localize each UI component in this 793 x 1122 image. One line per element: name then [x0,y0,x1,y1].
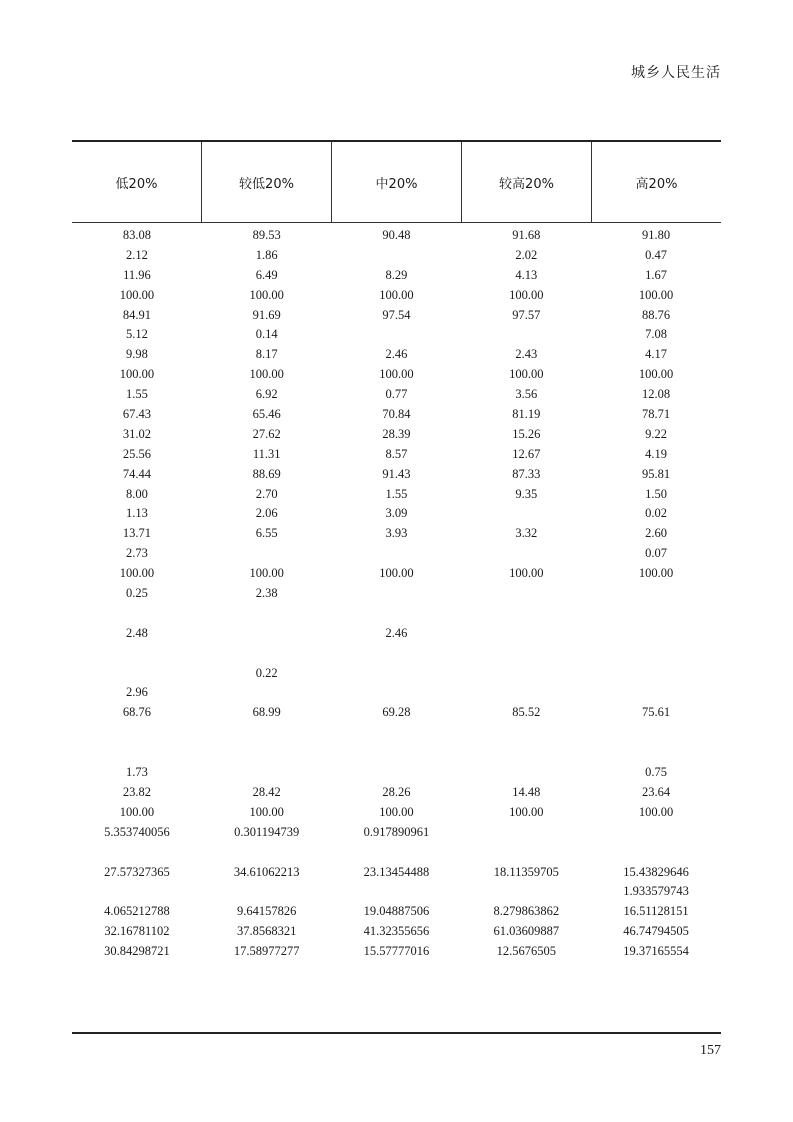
table-cell: 23.82 [122,784,151,799]
column-header-low: 低20% [115,176,158,192]
table-cell: 100.00 [119,287,155,302]
table-row [72,843,721,863]
table-cell: 91.80 [642,228,671,242]
table-cell [332,246,462,266]
table-cell [461,843,591,863]
table-cell: 100.00 [509,367,544,382]
table-row [72,445,721,465]
table-cell [461,823,591,843]
table-cell [332,604,462,624]
table-cell: 97.57 [512,307,541,322]
table-row [72,246,721,266]
table-cell [591,683,721,703]
table-row [72,365,721,385]
table-row [72,723,721,743]
table-cell: 1.73 [125,765,148,780]
table-cell: 3.56 [515,387,538,402]
table-cell: 9.64157826 [237,904,297,919]
table-row [72,664,721,684]
table-cell: 100.00 [249,367,284,382]
table-cell [332,743,462,763]
table-cell: 81.19 [512,407,541,422]
table-row [72,524,721,544]
table-cell: 30.84298721 [104,944,170,959]
table-cell: 91.69 [252,307,281,322]
table-cell: 8.57 [385,446,408,461]
table-cell: 19.04887506 [363,904,430,919]
table-row [72,286,721,306]
table-cell: 15.43829646 [623,864,689,879]
table-cell: 9.22 [645,426,668,441]
table-cell [591,723,721,743]
table-cell: 1.13 [125,506,148,521]
table-cell: 2.60 [645,526,668,541]
table-row [72,584,721,604]
table-cell: 0.14 [255,327,278,342]
table-row [72,226,721,246]
table-cell: 68.76 [122,705,151,720]
table-cell [202,763,332,783]
table-cell: 27.62 [252,426,281,441]
table-cell: 65.46 [252,407,281,422]
table-cell: 2.38 [255,586,278,601]
table-cell: 0.301194739 [234,824,300,839]
table-cell: 87.33 [512,466,541,481]
table-cell [461,683,591,703]
table-cell: 0.917890961 [363,824,430,839]
table-cell [72,723,202,743]
table-cell: 0.75 [645,765,668,780]
table-cell [202,743,332,763]
table-cell [591,624,721,644]
table-row [72,564,721,584]
table-row [72,922,721,942]
table-cell [332,325,462,345]
table-cell [591,584,721,604]
table-cell: 100.00 [249,804,284,819]
table-cell: 6.92 [255,387,278,402]
table-cell [461,664,591,684]
table-cell: 100.00 [119,566,155,581]
table-cell: 8.279863862 [493,904,560,919]
table-cell: 41.32355656 [363,924,430,939]
table-cell: 16.51128151 [623,904,689,919]
table-cell: 74.44 [122,466,151,481]
table-row [72,644,721,664]
table-cell: 97.54 [382,307,411,322]
table-cell [332,882,462,902]
table-row [72,485,721,505]
table-cell [202,843,332,863]
table-row [72,863,721,883]
table-cell: 4.17 [645,347,668,362]
table-cell: 100.00 [638,367,674,382]
table-body [72,223,721,962]
table-cell: 85.52 [512,705,541,720]
table-row [72,902,721,922]
table-cell [461,743,591,763]
table-cell [202,644,332,664]
table-cell: 1.933579743 [623,884,689,899]
table-cell: 100.00 [638,804,674,819]
page-number: 157 [700,1043,721,1058]
table-cell [461,723,591,743]
table-cell: 100.00 [119,367,155,382]
table-cell [202,683,332,703]
table-cell: 28.42 [252,784,281,799]
table-cell [591,604,721,624]
table-cell [461,504,591,524]
table-cell [591,743,721,763]
table-header-row [72,142,721,223]
table-cell: 83.08 [122,228,151,242]
table-cell: 2.02 [515,247,538,262]
table-cell: 2.43 [515,347,538,362]
table-cell [461,325,591,345]
table-cell [461,624,591,644]
table-cell: 2.12 [125,247,148,262]
table-cell: 11.31 [252,446,281,461]
table-row [72,624,721,644]
table-cell: 2.73 [125,546,148,561]
table-row [72,425,721,445]
table-cell: 28.39 [382,426,411,441]
table-row [72,306,721,326]
table-cell: 46.74794505 [623,924,689,939]
table-cell: 15.26 [512,426,541,441]
table-cell: 100.00 [379,804,414,819]
table-row [72,604,721,624]
table-cell: 4.13 [515,267,538,282]
table-cell: 69.28 [382,705,411,720]
table-cell: 0.25 [125,586,148,601]
table-cell: 88.76 [642,307,671,322]
table-cell: 5.353740056 [104,824,170,839]
table-cell: 1.50 [645,486,668,501]
table-row [72,544,721,564]
table-row [72,385,721,405]
table-cell: 75.61 [642,705,671,720]
table-cell [332,664,462,684]
table-cell [591,823,721,843]
table-cell: 1.55 [125,387,148,402]
table-cell: 2.46 [385,347,408,362]
table-cell: 12.67 [512,446,541,461]
table-cell: 6.49 [255,267,278,282]
table-cell: 28.26 [382,784,411,799]
table-cell: 9.98 [125,347,148,362]
table-cell: 3.93 [385,526,408,541]
table-cell: 1.67 [645,267,668,282]
table-cell: 5.12 [125,327,148,342]
table-cell: 27.57327365 [104,864,170,879]
table-cell: 4.065212788 [104,904,170,919]
table-cell: 100.00 [509,566,544,581]
table-cell: 0.07 [645,546,668,561]
table-row [72,504,721,524]
table-cell: 100.00 [249,287,284,302]
table-cell: 67.43 [122,407,151,422]
table-cell: 6.55 [255,526,278,541]
table-cell [72,882,202,902]
table-cell: 11.96 [123,267,151,282]
data-table [72,140,721,962]
table-cell: 100.00 [379,287,414,302]
table-cell [591,644,721,664]
table-cell: 3.32 [515,526,538,541]
table-cell [461,544,591,564]
table-cell: 84.91 [122,307,151,322]
table-cell: 2.06 [255,506,278,521]
page-bottom-rule [72,1032,721,1034]
table-cell: 100.00 [249,566,284,581]
table-cell: 0.47 [645,247,668,262]
table-cell: 0.22 [255,665,278,680]
table-cell: 90.48 [382,228,411,242]
table-row [72,882,721,902]
table-cell: 3.09 [385,506,408,521]
table-cell: 100.00 [638,566,674,581]
table-cell: 8.00 [125,486,148,501]
table-cell: 25.56 [122,446,151,461]
table-cell: 4.19 [645,446,668,461]
table-cell: 89.53 [252,228,281,242]
table-row [72,763,721,783]
table-cell: 100.00 [379,566,414,581]
table-cell [72,743,202,763]
table-cell [332,723,462,743]
table-row [72,803,721,823]
table-cell: 95.81 [642,466,671,481]
table-cell [202,624,332,644]
table-cell: 23.13454488 [363,864,430,879]
column-header-lower-middle: 较低20% [201,142,331,222]
table-cell [72,843,202,863]
table-cell: 14.48 [512,784,541,799]
table-cell [202,544,332,564]
table-row [72,325,721,345]
table-cell: 1.86 [255,247,278,262]
table-cell: 19.37165554 [623,944,689,959]
table-cell: 15.57777016 [363,944,430,959]
column-header-middle: 中20% [331,142,461,222]
running-header: 城乡人民生活 [631,65,721,81]
table-cell: 13.71 [122,526,151,541]
table-cell [72,644,202,664]
table-row [72,823,721,843]
table-cell: 18.11359705 [493,864,559,879]
table-cell [461,644,591,664]
table-row [72,703,721,723]
table-cell [332,683,462,703]
table-cell [202,723,332,743]
table-cell: 100.00 [509,804,544,819]
table-cell [461,882,591,902]
column-header-high: 高20% [591,142,721,222]
table-cell [461,763,591,783]
table-cell [461,604,591,624]
table-cell: 12.5676505 [496,944,556,959]
table-cell [332,584,462,604]
table-cell [72,604,202,624]
table-row [72,465,721,485]
table-cell [332,843,462,863]
table-cell [591,664,721,684]
table-cell: 37.8568321 [237,924,297,939]
table-cell: 0.02 [645,506,668,521]
table-cell: 2.48 [125,625,148,640]
table-cell: 2.96 [125,685,148,700]
table-cell: 32.16781102 [104,924,170,939]
table-cell: 100.00 [638,287,674,302]
table-cell: 1.55 [385,486,408,501]
table-cell: 0.77 [385,387,408,402]
table-cell [332,544,462,564]
table-row [72,743,721,763]
table-cell [202,604,332,624]
table-cell: 2.46 [385,625,408,640]
table-cell: 61.03609887 [493,924,560,939]
table-cell: 31.02 [122,426,151,441]
table-cell: 9.35 [515,486,538,501]
table-cell: 7.08 [645,327,668,342]
table-row [72,405,721,425]
table-cell: 68.99 [252,705,281,720]
table-row [72,783,721,803]
table-cell: 12.08 [642,387,671,402]
table-cell: 91.68 [512,228,541,242]
table-cell [332,763,462,783]
table-cell: 70.84 [382,407,411,422]
table-cell [461,584,591,604]
table-cell: 100.00 [509,287,544,302]
table-cell: 100.00 [379,367,414,382]
table-row [72,683,721,703]
table-cell: 91.43 [382,466,411,481]
table-cell: 100.00 [119,804,155,819]
table-cell [72,664,202,684]
table-cell: 17.58977277 [233,944,300,959]
table-cell: 8.17 [255,347,278,362]
table-cell: 34.61062213 [233,864,300,879]
table-cell [591,843,721,863]
table-cell: 8.29 [385,267,408,282]
column-header-upper-middle: 较高20% [461,142,591,222]
table-cell: 78.71 [642,407,671,422]
table-cell: 88.69 [252,466,281,481]
table-cell: 23.64 [642,784,671,799]
table-cell: 2.70 [255,486,278,501]
table-cell [332,644,462,664]
table-row [72,266,721,286]
table-row [72,942,721,962]
table-row [72,345,721,365]
table-cell [202,882,332,902]
